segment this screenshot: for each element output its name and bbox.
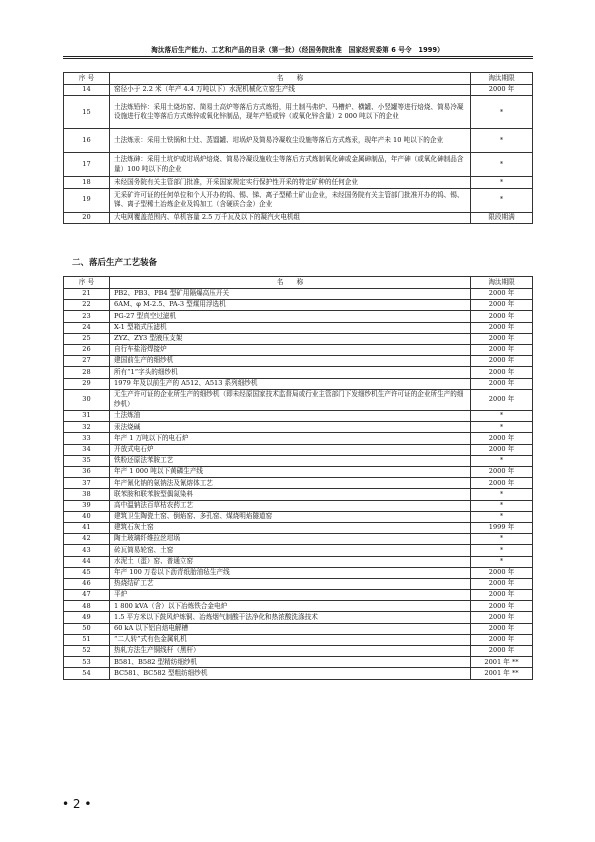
row-number: 16 [64, 129, 110, 153]
row-period: 2000 年 [471, 467, 533, 478]
table-row [64, 590, 533, 601]
row-name: 热烧结矿工艺 [110, 578, 471, 589]
col-header-no: 序 号 [64, 73, 110, 85]
row-number: 46 [64, 578, 110, 589]
table-row [64, 300, 533, 311]
row-name: X-1 型箱式压滤机 [110, 322, 471, 333]
col-header-no: 序 号 [64, 277, 110, 289]
table-row [64, 356, 533, 367]
table-row [64, 567, 533, 578]
table-row [64, 153, 533, 177]
row-number: 15 [64, 96, 110, 129]
row-period: 限段期满 [471, 212, 533, 223]
row-number: 53 [64, 657, 110, 668]
header-rule-bottom [63, 58, 533, 59]
row-number: 36 [64, 467, 110, 478]
row-period: 2000 年 [471, 378, 533, 389]
row-name: 土法炼铅锌：采用土烧坊窑、简易土高炉等落后方式炼铅，用土制马弗炉、马槽炉、横罐、小竖罐等进行焙烧、简易冷凝设施进行收尘等落后方式炼锌或氧化锌制品，现年产铅或锌（或氧化锌含量）2 000 吨以下的企业 [110, 96, 471, 129]
table-row [64, 389, 533, 410]
table-row [64, 322, 533, 333]
row-period: 2000 年 [471, 646, 533, 657]
row-number: 30 [64, 389, 110, 410]
row-number: 37 [64, 478, 110, 489]
row-name: PB2、PB3、PB4 型矿用隔爆高压开关 [110, 289, 471, 300]
table-row [64, 188, 533, 212]
table-row [64, 455, 533, 466]
row-period: 2000 年 [471, 612, 533, 623]
row-name: 高中温钠法百草枯农药工艺 [110, 500, 471, 511]
table-row [64, 623, 533, 634]
row-number: 47 [64, 590, 110, 601]
row-number: 34 [64, 444, 110, 455]
row-number: 26 [64, 344, 110, 355]
row-name: 大电网覆盖范围内、单机容量 2.5 万千瓦及以下的凝汽火电机组 [110, 212, 471, 223]
row-period: 2000 年 [471, 478, 533, 489]
row-period: * [471, 534, 533, 545]
row-period: 2000 年 [471, 444, 533, 455]
row-period: * [471, 96, 533, 129]
row-name: 砖瓦简易轮窑、土窑 [110, 545, 471, 556]
row-period: 2001 年 ** [471, 657, 533, 668]
row-name: 1.5 平方米以下鼓风炉炼铜、冶炼烟气制酸干法净化和热浓酸洗涤技术 [110, 612, 471, 623]
row-number: 21 [64, 289, 110, 300]
table-row [64, 578, 533, 589]
table-row [64, 500, 533, 511]
table-row [64, 545, 533, 556]
row-period: 2000 年 [471, 322, 533, 333]
table-row [64, 344, 533, 355]
row-number: 18 [64, 177, 110, 188]
section-heading: 二、落后生产工艺装备 [72, 258, 158, 268]
table-row [64, 522, 533, 533]
table-row [64, 467, 533, 478]
row-number: 33 [64, 433, 110, 444]
table-row [64, 378, 533, 389]
col-header-period: 淘汰期限 [471, 73, 533, 85]
row-number: 39 [64, 500, 110, 511]
row-number: 48 [64, 601, 110, 612]
row-period: * [471, 545, 533, 556]
row-name: 建国前生产的细纱机 [110, 356, 471, 367]
table-row [64, 534, 533, 545]
row-name: 未经国务院有关主管部门批准，开采国家规定实行保护性开采的特定矿种的任何企业 [110, 177, 471, 188]
row-period: * [471, 153, 533, 177]
row-period: 2000 年 [471, 601, 533, 612]
row-name: 1 800 kVA（含）以下冶炼铁合金电炉 [110, 601, 471, 612]
row-name: 铁粉还原法苯胺工艺 [110, 455, 471, 466]
row-name: 所有“1”字头的细纱机 [110, 367, 471, 378]
row-name: 窑径小于 2.2 米（年产 4.4 万吨以下）水泥机械化立窑生产线 [110, 85, 471, 96]
row-name: 无采矿许可证的任何单位和个人开办的钨、锡、锑、离子型稀土矿山企业，未经国务院有关主管部门批准开办的钨、锡、锑、离子型稀土冶炼企业及钨加工（含硬质合金）企业 [110, 188, 471, 212]
row-name: 汞法烧碱 [110, 422, 471, 433]
row-name: 1979 年及以前生产的 A512、A513 系列细纱机 [110, 378, 471, 389]
row-name: 土法炼砷：采用土坑炉或坩埚炉焙烧、简易冷凝设施收尘等落后方式炼制氧化砷或金属砷制品，年产砷（或氧化砷制品含量）100 吨以下的企业 [110, 153, 471, 177]
row-period: * [471, 177, 533, 188]
row-name: 自行车盐浴焊接炉 [110, 344, 471, 355]
table-row [64, 657, 533, 668]
row-period: 2000 年 [471, 590, 533, 601]
table-row [64, 478, 533, 489]
row-number: 50 [64, 623, 110, 634]
table-row [64, 311, 533, 322]
row-number: 29 [64, 378, 110, 389]
row-number: 19 [64, 188, 110, 212]
table-row [64, 289, 533, 300]
row-name: ZYZ、ZY3 型液压支架 [110, 333, 471, 344]
row-period: * [471, 556, 533, 567]
table-row [64, 489, 533, 500]
eliminated-capacity-table [63, 72, 533, 224]
row-period: 2000 年 [471, 289, 533, 300]
col-header-period: 淘汰期限 [471, 277, 533, 289]
page-number: • 2 • [62, 797, 92, 811]
row-period: * [471, 129, 533, 153]
row-number: 49 [64, 612, 110, 623]
row-name: 年产氰化钠的氨钠法及氰熔体工艺 [110, 478, 471, 489]
row-number: 20 [64, 212, 110, 223]
running-header: 淘汰落后生产能力、工艺和产品的目录（第一批）（经国务院批准 国家经贸委第 6 号令 1999） [151, 46, 444, 54]
row-name: BC581、BC582 型粗纺细纱机 [110, 668, 471, 679]
header-rule-top [63, 56, 533, 57]
row-number: 42 [64, 534, 110, 545]
row-name: 年产 1 万吨以下的电石炉 [110, 433, 471, 444]
row-number: 28 [64, 367, 110, 378]
row-period: 2000 年 [471, 578, 533, 589]
table-row [64, 177, 533, 188]
row-period: 2000 年 [471, 85, 533, 96]
table-row [64, 333, 533, 344]
row-period: 1999 年 [471, 522, 533, 533]
row-name: 6AM、φ M-2.5、PA-3 型煤用浮选机 [110, 300, 471, 311]
row-period: 2000 年 [471, 333, 533, 344]
table-row [64, 511, 533, 522]
row-number: 51 [64, 634, 110, 645]
table-row [64, 367, 533, 378]
row-period: * [471, 511, 533, 522]
row-name: 水泥土（蛋）窑、普通立窑 [110, 556, 471, 567]
row-period: 2001 年 ** [471, 668, 533, 679]
row-number: 45 [64, 567, 110, 578]
row-period: * [471, 500, 533, 511]
row-period: 2000 年 [471, 567, 533, 578]
row-name: 年产 100 万卷以下沥青纸胎油毡生产线 [110, 567, 471, 578]
row-period: * [471, 489, 533, 500]
col-header-name: 名 称 [110, 73, 471, 85]
row-number: 44 [64, 556, 110, 567]
table-row [64, 612, 533, 623]
row-period: 2000 年 [471, 623, 533, 634]
row-period: 2000 年 [471, 389, 533, 410]
row-name: 土法炼汞：采用土铁锅和土灶、蒸馏罐、坩埚炉及简易冷凝收尘设施等落后方式炼汞，现年产未 10 吨以下的企业 [110, 129, 471, 153]
row-number: 31 [64, 411, 110, 422]
table-row [64, 422, 533, 433]
row-number: 23 [64, 311, 110, 322]
row-period: 2000 年 [471, 634, 533, 645]
row-name: 建筑卫生陶瓷土窑、倒焰窑、多孔窑、煤烧明焰隧道窑 [110, 511, 471, 522]
row-number: 27 [64, 356, 110, 367]
row-number: 40 [64, 511, 110, 522]
row-number: 24 [64, 322, 110, 333]
row-number: 22 [64, 300, 110, 311]
table-row [64, 601, 533, 612]
row-number: 17 [64, 153, 110, 177]
table-row [64, 129, 533, 153]
table-row [64, 433, 533, 444]
row-name: 年产 1 000 吨以下黄磷生产线 [110, 467, 471, 478]
row-number: 54 [64, 668, 110, 679]
row-number: 25 [64, 333, 110, 344]
row-period: * [471, 188, 533, 212]
table-row [64, 646, 533, 657]
row-number: 32 [64, 422, 110, 433]
row-period: 2000 年 [471, 311, 533, 322]
row-period: * [471, 422, 533, 433]
row-name: 平炉 [110, 590, 471, 601]
row-name: 陶土玻璃纤维拉丝坩埚 [110, 534, 471, 545]
table-row [64, 85, 533, 96]
table-row [64, 556, 533, 567]
table-row [64, 212, 533, 223]
table-row [64, 634, 533, 645]
row-name: PG-27 型真空过滤机 [110, 311, 471, 322]
row-number: 41 [64, 522, 110, 533]
row-period: * [471, 411, 533, 422]
row-name: 60 kA 以下铝自焙电解槽 [110, 623, 471, 634]
table-row [64, 411, 533, 422]
row-period: 2000 年 [471, 433, 533, 444]
row-name: 土法炼油 [110, 411, 471, 422]
row-period: * [471, 455, 533, 466]
row-period: 2000 年 [471, 344, 533, 355]
col-header-name: 名 称 [110, 277, 471, 289]
row-name: 建筑石灰土窑 [110, 522, 471, 533]
row-number: 38 [64, 489, 110, 500]
row-name: 热轧方法生产铜线杆（黑杆） [110, 646, 471, 657]
row-name: 联苯胺和联苯胺型偶氮染料 [110, 489, 471, 500]
row-period: 2000 年 [471, 367, 533, 378]
table-row [64, 668, 533, 679]
row-name: 无生产许可证的企业所生产的细纱机（即未经原国家技术监督局或行业主管部门下发细纱机生产许可证的企业所生产的细纱机） [110, 389, 471, 410]
table-row [64, 96, 533, 129]
row-number: 14 [64, 85, 110, 96]
row-name: “二人转”式有色金属轧机 [110, 634, 471, 645]
row-name: 开放式电石炉 [110, 444, 471, 455]
outdated-equipment-table [63, 276, 533, 680]
row-period: 2000 年 [471, 300, 533, 311]
row-number: 43 [64, 545, 110, 556]
row-number: 52 [64, 646, 110, 657]
row-period: 2000 年 [471, 356, 533, 367]
row-number: 35 [64, 455, 110, 466]
row-name: B581、B582 型精纺细纱机 [110, 657, 471, 668]
table-row [64, 444, 533, 455]
